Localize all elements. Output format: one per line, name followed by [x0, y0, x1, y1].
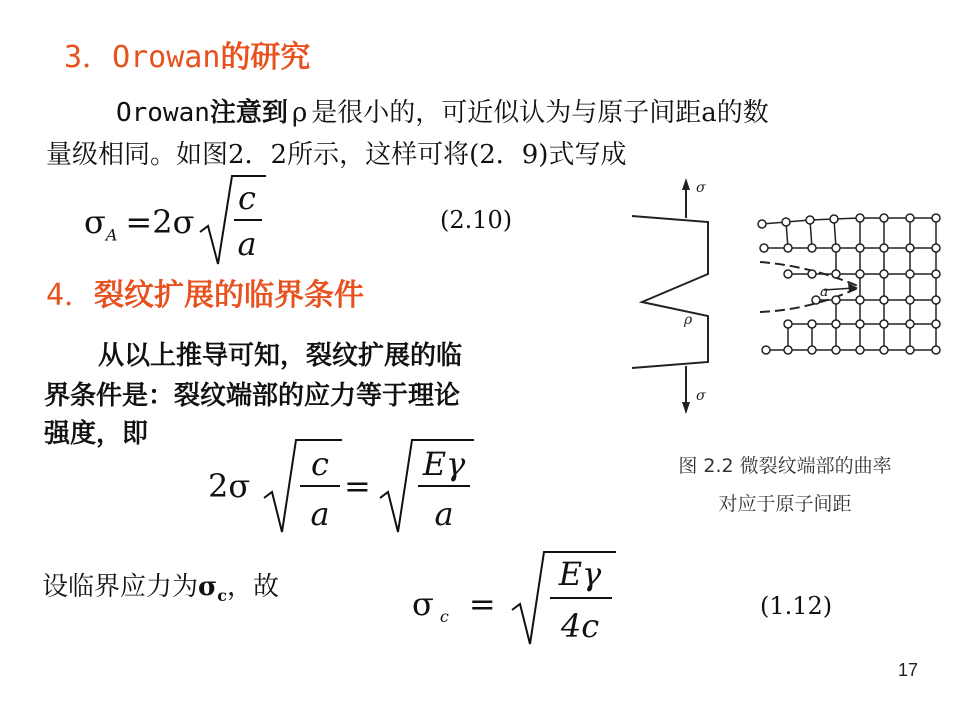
figure-caption-line-1: 图 2.2 微裂纹端部的曲率 [678, 455, 892, 477]
section-4-number: 4． [46, 278, 95, 313]
section-4-title: 裂纹扩展的临界条件 [94, 278, 365, 313]
atom-node [880, 214, 888, 222]
equation-2-10-coef: 2σ [152, 203, 195, 241]
paragraph-3 [42, 566, 279, 617]
paragraph-2-line-2: 界条件是：裂纹端部的应力等于理论 [44, 381, 461, 411]
atom-node [932, 214, 940, 222]
critical-eq-equals: = [344, 467, 371, 505]
atom-node [830, 215, 838, 223]
atom-node [808, 320, 816, 328]
critical-eq-lhs-denominator: a [310, 495, 330, 533]
paragraph-2-line-3: 强度，即 [44, 419, 149, 449]
atom-node [880, 320, 888, 328]
atom-node [906, 296, 914, 304]
section-3-title-latin: Orowan [112, 40, 221, 75]
equation-1-12-number: (1.12) [760, 592, 833, 620]
paragraph-3-after: ，故 [226, 572, 279, 602]
equation-2-10-lhs [84, 202, 194, 255]
section-4-heading [46, 276, 364, 316]
atom-node [880, 346, 888, 354]
paragraph-3-sigma: σ [198, 572, 218, 602]
equation-1-12-equals: = [468, 585, 496, 623]
critical-eq-lhs-numerator: c [311, 445, 329, 483]
paragraph-3-before: 设临界应力为 [42, 572, 199, 602]
atom-node [856, 214, 864, 222]
equation-2-10-denominator: a [237, 225, 257, 263]
equation-1-12-lhs [412, 584, 496, 637]
sigma-a-symbol: σ [84, 203, 106, 241]
page-number: 17 [898, 660, 919, 680]
rho-label: ρ [684, 312, 693, 328]
atom-node [784, 270, 792, 278]
atom-node [906, 244, 914, 252]
paragraph-1-line-2: 量级相同。如图2．2所示，这样可将(2．9)式写成 [46, 140, 627, 170]
atom-node [932, 346, 940, 354]
atom-node [784, 244, 792, 252]
atom-node [832, 296, 840, 304]
atom-node [832, 346, 840, 354]
atom-node [808, 244, 816, 252]
atom-node [932, 296, 940, 304]
equation-1-12-denominator: 4c [560, 607, 600, 645]
atom-node [932, 270, 940, 278]
atom-node [880, 296, 888, 304]
atom-node [906, 346, 914, 354]
paragraph-2-line-1: 从以上推导可知，裂纹扩展的临 [98, 341, 463, 371]
section-3-title-cjk: 的研究 [220, 40, 311, 75]
atom-node [856, 320, 864, 328]
atom-node [762, 346, 770, 354]
atom-node [832, 270, 840, 278]
atom-node [880, 270, 888, 278]
section-3-number: 3． [64, 40, 113, 75]
atom-node [856, 346, 864, 354]
atom-node [808, 346, 816, 354]
orowan-name: Orowan [116, 98, 210, 128]
a-label: a [820, 284, 829, 300]
atom-node [856, 244, 864, 252]
paragraph-3-sub: c [217, 586, 227, 606]
figure-caption-line-2: 对应于原子间距 [718, 493, 852, 515]
critical-eq-rhs-denominator: a [434, 495, 454, 533]
atom-node [856, 270, 864, 278]
crack-tip-figure [620, 178, 950, 428]
atom-node [758, 220, 766, 228]
atom-node [784, 320, 792, 328]
sigma-a-subscript: A [105, 225, 118, 245]
atom-node [806, 216, 814, 224]
critical-eq-rhs-numerator: Eγ [422, 445, 466, 483]
sigma-top-label: σ [696, 180, 706, 196]
atom-node [812, 296, 820, 304]
noticed-phrase: 注意到 [209, 98, 288, 128]
atom-node [782, 218, 790, 226]
atom-node [832, 320, 840, 328]
atom-node [784, 346, 792, 354]
equation-2-10-numerator: c [238, 179, 256, 217]
equation-2-10-equals: = [125, 203, 153, 241]
atom-node [760, 244, 768, 252]
paragraph-1-line-1 [116, 92, 769, 134]
atom-node [832, 244, 840, 252]
paragraph-1-rest: 是很小的，可近似认为与原子间距a的数 [311, 98, 769, 128]
atom-node [808, 270, 816, 278]
sigma-c-subscript: c [439, 607, 449, 627]
critical-eq-coef: 2σ [208, 467, 251, 505]
section-3-heading [64, 38, 310, 78]
equation-1-12-numerator: Eγ [558, 555, 602, 593]
atom-node [906, 270, 914, 278]
atom-node [906, 320, 914, 328]
sigma-c-symbol: σ [412, 585, 434, 623]
atom-node [932, 244, 940, 252]
sigma-bottom-label: σ [696, 388, 706, 404]
atom-node [856, 296, 864, 304]
rho-symbol: ρ [291, 98, 308, 128]
atom-node [932, 320, 940, 328]
equation-2-10-number: (2.10) [440, 206, 513, 234]
atom-node [906, 214, 914, 222]
notched-specimen [632, 178, 708, 414]
atom-node [880, 244, 888, 252]
